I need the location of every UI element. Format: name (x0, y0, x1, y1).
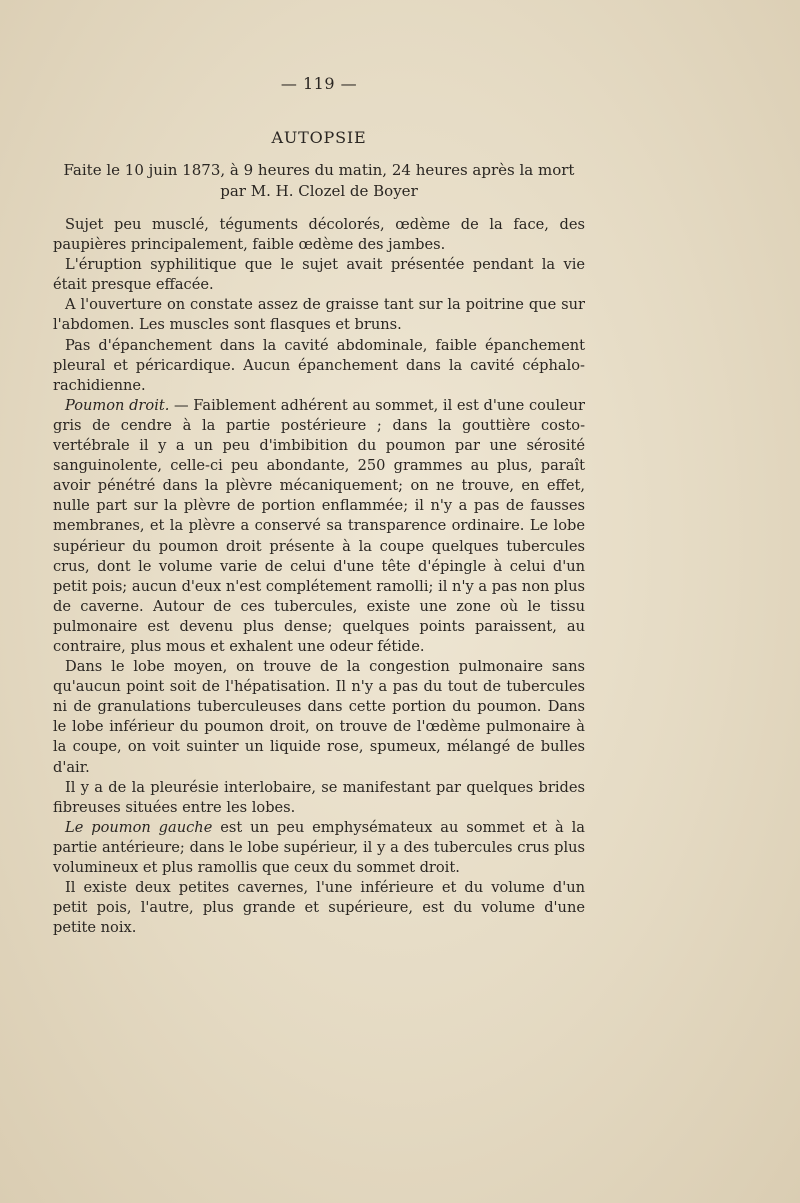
section-title: AUTOPSIE (271, 128, 367, 147)
paragraph (53, 215, 585, 255)
paragraph (53, 396, 585, 657)
paragraph-lead: Poumon droit. (65, 396, 170, 414)
paragraph-text: Pas d'épanchement dans la cavité abdominale, faible épanchement pleural et péricardique. Aucun épanchement dans la cavité céphalo-rachidienne. (53, 336, 585, 394)
subtitle-line-1: Faite le 10 juin 1873, à 9 heures du matin, 24 heures après la mort (63, 161, 575, 179)
paragraph-text: A l'ouverture on constate assez de graisse tant sur la poitrine que sur l'abdomen. Les muscles sont flasques et bruns. (53, 296, 585, 334)
subtitle-line-2: par M. H. Clozel de Boyer (220, 182, 418, 200)
paragraph-text: L'éruption syphilitique que le sujet avait présentée pendant la vie était presque effacée. (53, 256, 585, 294)
paragraph-text: est un peu emphysémateux au sommet et à la partie antérieure; dans le lobe supérieur, il y a des tubercules crus plus volumineux et plus ramollis que ceux du sommet droit. (53, 818, 586, 876)
paragraph (53, 255, 585, 295)
paragraph-lead: Le poumon gauche (65, 818, 213, 836)
paragraph-text: Dans le lobe moyen, on trouve de la congestion pulmonaire sans qu'aucun point soit de l'hépatisation. Il n'y a pas du tout de tubercules ni de granulations tuberculeuses dans cette portion du poumon. Dans le lobe inférieur du poumon droit, on trouve de l'œdème pulmonaire à la coupe, on voit suinter un liquide rose, spumeux, mélangé de bulles d'air. (53, 658, 585, 776)
paragraph (53, 878, 585, 938)
section-subtitle (53, 160, 585, 202)
paragraph-text: — Faiblement adhérent au sommet, il est d'une couleur gris de cendre à la partie postérieure ; dans la gouttière costo-vertébrale il y a un peu d'imbibition du poumon par une sérosité sanguinolente, celle-ci peu abondante, 250 grammes au plus, paraît avoir pénétré dans la plèvre mécaniquement; on ne trouve, en effet, nulle part sur la plèvre de portion enflammée; il n'y a pas de fausses membranes, et la plèvre a conservé sa transparence ordinaire. Le lobe supérieur du poumon droit présente à la coupe quelques tubercules crus, dont le volume varie de celui d'une tête d'épingle à celui d'un petit pois; aucun d'eux n'est complétement ramolli; il n'y a pas non plus de caverne. Autour de ces tubercules, existe une zone où le tissu pulmonaire est devenu plus dense; quelques points paraissent, au contraire, plus mous et exhalent une odeur fétide. (53, 396, 586, 655)
paragraph (53, 818, 585, 878)
paragraph-text: Il y a de la pleurésie interlobaire, se manifestant par quelques brides fibreuses situées entre les lobes. (53, 778, 585, 816)
paragraph-text: Sujet peu musclé, téguments décolorés, œdème de la face, des paupières principalement, faible œdème des jambes. (53, 216, 585, 254)
paragraph (53, 336, 585, 396)
paragraph (53, 778, 585, 818)
page-number: — 119 — (280, 74, 358, 93)
body-text (53, 215, 585, 938)
paragraph (53, 657, 585, 778)
paragraph-text: Il existe deux petites cavernes, l'une inférieure et du volume d'un petit pois, l'autre, plus grande et supérieure, est du volume d'une petite noix. (53, 879, 585, 937)
paragraph (53, 295, 585, 335)
